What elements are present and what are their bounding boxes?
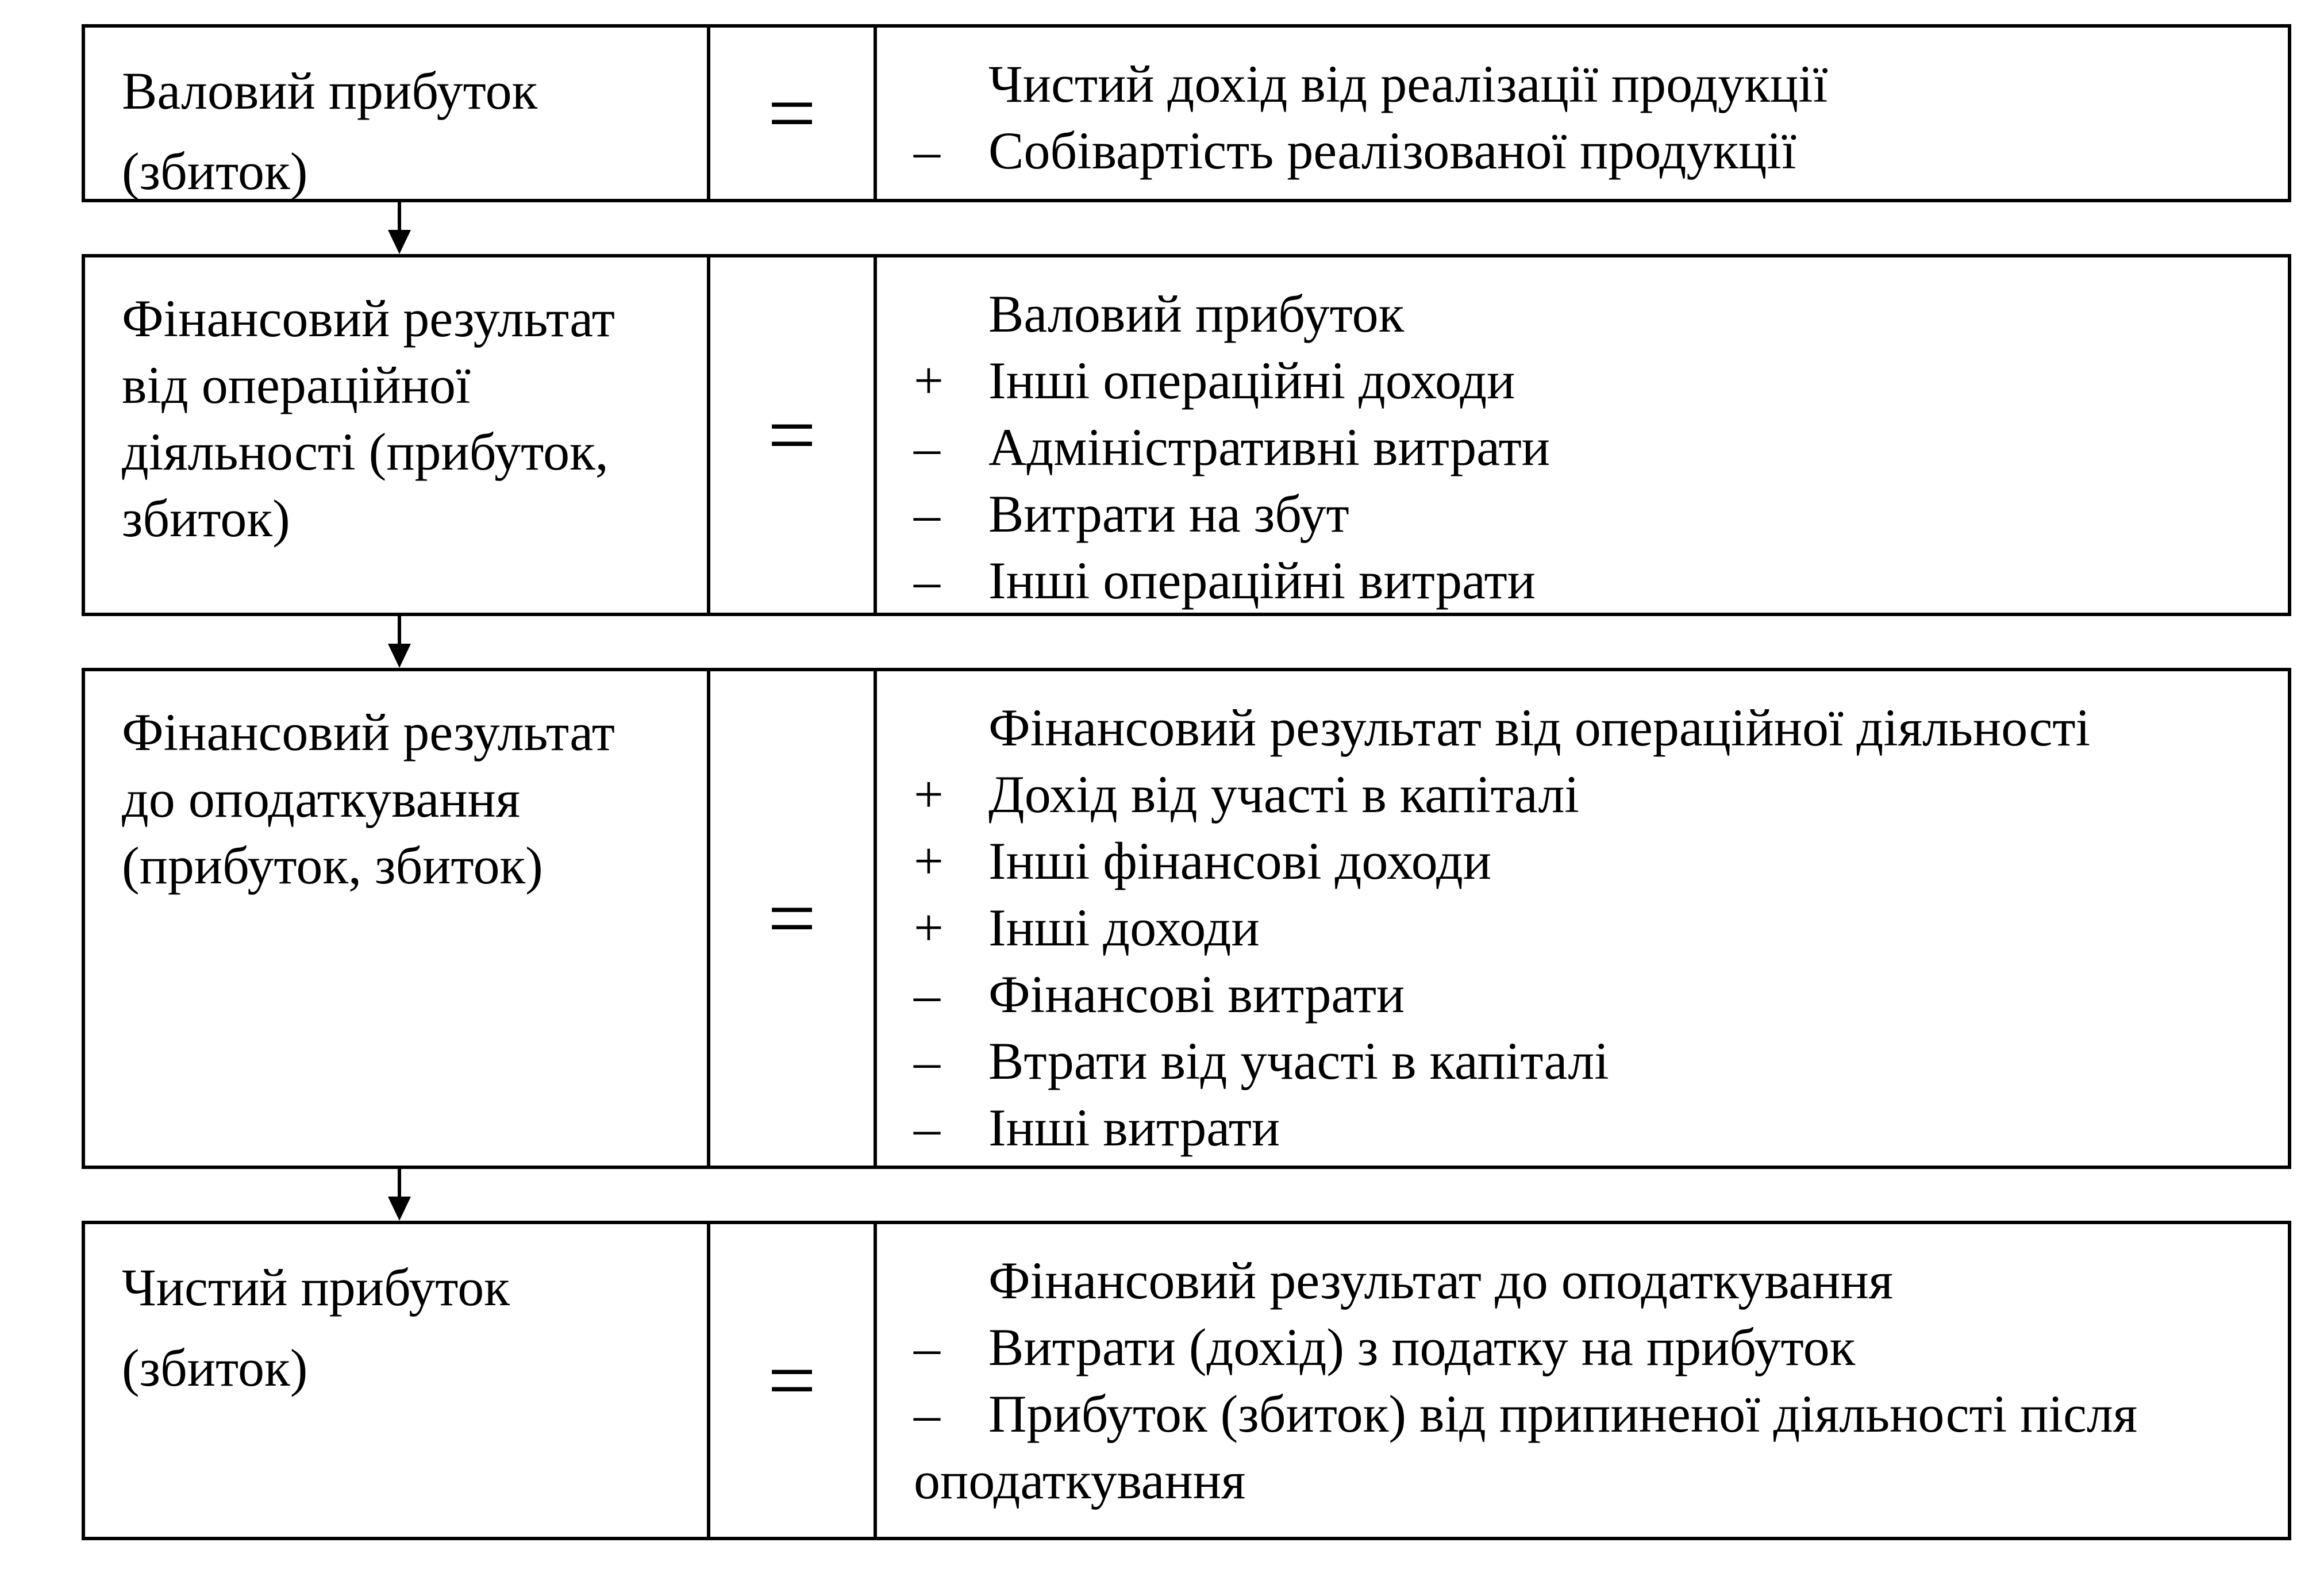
formula-term: Дохід від участі в капіталі <box>988 765 1579 824</box>
row-net-profit-label <box>85 1224 710 1537</box>
label-line: Фінансовий результат <box>122 703 615 762</box>
formula-term: Інші фінансові доходи <box>988 832 1491 890</box>
operator: + <box>914 351 944 410</box>
operator: + <box>914 898 944 957</box>
formula-term: Інші витрати <box>988 1098 1280 1157</box>
equals-sign: = <box>710 1224 877 1537</box>
down-arrow-icon <box>388 1169 411 1221</box>
row-gross-profit-label <box>85 28 710 199</box>
row-net-profit <box>82 1221 2291 1540</box>
label-line: (збиток) <box>122 142 308 201</box>
equals-sign: = <box>710 28 877 199</box>
operator: – <box>914 1032 940 1090</box>
operator: – <box>914 121 940 180</box>
formula-line <box>914 1314 2288 1380</box>
formula-line <box>914 347 2288 414</box>
row-gross-profit-formula <box>877 28 2288 199</box>
label-line: (прибуток, збиток) <box>122 836 543 895</box>
formula-term: Валовий прибуток <box>988 284 1405 343</box>
operator: + <box>914 765 944 824</box>
formula-term: Прибуток (збиток) від припиненої діяльності після <box>988 1385 2138 1443</box>
operator: – <box>914 418 940 476</box>
label-line: Чистий прибуток <box>122 1258 510 1317</box>
formula-line <box>914 894 2288 961</box>
formula-line <box>914 414 2288 480</box>
formula-line <box>914 1447 2288 1514</box>
formula-term: Фінансові витрати <box>988 965 1405 1024</box>
row-gross-profit <box>82 24 2291 202</box>
formula-line <box>914 547 2288 613</box>
formula-line <box>914 961 2288 1028</box>
formula-term: Інші операційні доходи <box>988 351 1515 410</box>
formula-line <box>914 51 2288 117</box>
label-line: від операційної <box>122 356 471 414</box>
operator: – <box>914 551 940 610</box>
formula-term: Витрати на збут <box>988 484 1349 543</box>
label-line: Валовий прибуток <box>122 61 538 120</box>
formula-line <box>914 1028 2288 1094</box>
formula-line <box>914 480 2288 547</box>
formula-term: Інші доходи <box>988 898 1260 957</box>
formula-term: Інші операційні витрати <box>988 551 1536 610</box>
formula-term: Витрати (дохід) з податку на прибуток <box>988 1318 1856 1376</box>
formula-line <box>914 828 2288 894</box>
formula-term: оподаткування <box>914 1451 1246 1510</box>
formula-line <box>914 117 2288 184</box>
label-line: Фінансовий результат <box>122 289 615 348</box>
row-pretax-result-formula <box>877 671 2288 1166</box>
formula-term: Фінансовий результат до оподаткування <box>988 1251 1894 1310</box>
row-operating-result-label <box>85 257 710 613</box>
formula-line <box>914 280 2288 347</box>
formula-line <box>914 1380 2288 1447</box>
formula-line <box>914 694 2288 761</box>
operator: – <box>914 1318 940 1376</box>
label-line: збиток) <box>122 489 290 548</box>
formula-line <box>914 761 2288 828</box>
label-line: діяльності (прибуток, <box>122 422 609 481</box>
operator: – <box>914 1385 940 1443</box>
equals-sign: = <box>710 671 877 1166</box>
operator: – <box>914 1098 940 1157</box>
operator: – <box>914 965 940 1024</box>
label-line: до оподаткування <box>122 770 521 828</box>
equals-sign: = <box>710 257 877 613</box>
formula-term: Втрати від участі в капіталі <box>988 1032 1609 1090</box>
row-operating-result-formula <box>877 257 2288 613</box>
operator: – <box>914 484 940 543</box>
formula-term: Фінансовий результат від операційної діяльності <box>988 698 2091 757</box>
formula-line <box>914 1094 2288 1161</box>
row-pretax-result-label <box>85 671 710 1166</box>
row-pretax-result <box>82 668 2291 1169</box>
down-arrow-icon <box>388 202 411 254</box>
operator: + <box>914 832 944 890</box>
row-operating-result <box>82 254 2291 616</box>
formula-term: Собівартість реалізованої продукції <box>988 121 1796 180</box>
down-arrow-icon <box>388 616 411 668</box>
formula-line <box>914 1247 2288 1314</box>
row-net-profit-formula <box>877 1224 2288 1537</box>
formula-term: Чистий дохід від реалізації продукції <box>988 55 1828 113</box>
label-line: (збиток) <box>122 1339 308 1397</box>
formula-term: Адміністративні витрати <box>988 418 1550 476</box>
